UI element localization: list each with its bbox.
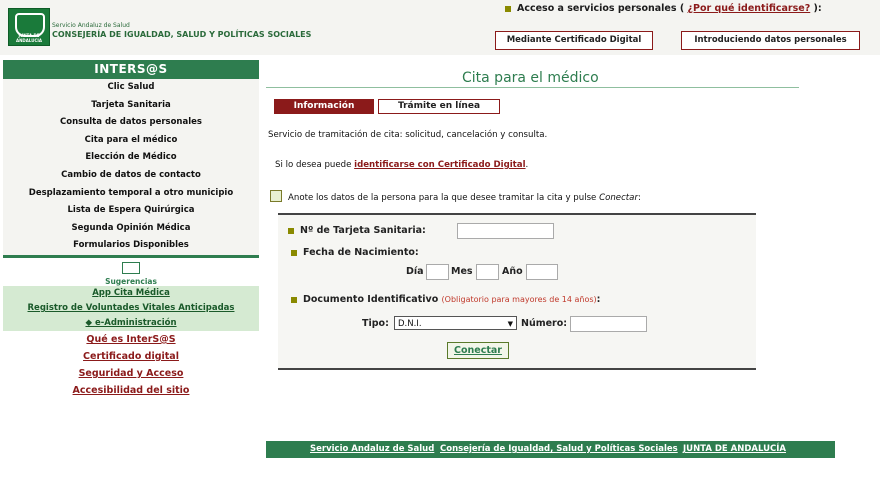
org-line2: CONSEJERÍA DE IGUALDAD, SALUD Y POLÍTICAS SOCIALES bbox=[52, 30, 312, 39]
why-identify-link[interactable]: ¿Por qué identificarse? bbox=[687, 3, 811, 14]
tipo-label: Tipo: bbox=[362, 318, 389, 329]
footer bbox=[266, 441, 835, 458]
footer-link-junta[interactable]: JUNTA DE ANDALUCÍA bbox=[683, 444, 786, 454]
suggestions-link[interactable] bbox=[3, 258, 259, 286]
access-text: Acceso a servicios personales ( ¿Por qué identificarse? ): bbox=[505, 3, 822, 14]
app-cita-link[interactable]: App Cita Médica bbox=[3, 286, 259, 301]
month-label: Mes bbox=[451, 266, 473, 277]
footer-link-sas[interactable]: Servicio Andaluz de Salud bbox=[310, 444, 435, 454]
card-number-label: Nº de Tarjeta Sanitaria: bbox=[288, 225, 426, 236]
sidebar bbox=[3, 60, 259, 399]
sidebar-item-tarjeta[interactable]: Tarjeta Sanitaria bbox=[3, 97, 259, 115]
identify-cert-link[interactable]: identificarse con Certificado Digital bbox=[354, 160, 526, 170]
sidebar-item-clic-salud[interactable]: Clic Salud bbox=[3, 79, 259, 97]
voluntades-link[interactable]: Registro de Voluntades Vitales Anticipadas bbox=[3, 301, 259, 316]
title-divider bbox=[266, 87, 799, 88]
day-label: Día bbox=[406, 266, 424, 277]
month-input[interactable] bbox=[476, 264, 499, 280]
org-line1: Servicio Andaluz de Salud bbox=[52, 22, 130, 29]
que-es-intersas-link[interactable]: Qué es InterS@S bbox=[3, 331, 259, 348]
sidebar-item-cambio[interactable]: Cambio de datos de contacto bbox=[3, 167, 259, 185]
birth-date-label: Fecha de Nacimiento: bbox=[291, 247, 419, 258]
sidebar-item-desplazamiento[interactable]: Desplazamiento temporal a otro municipio bbox=[3, 185, 259, 203]
cert-digital-button[interactable]: Mediante Certificado Digital bbox=[495, 31, 653, 50]
personal-data-button[interactable]: Introduciendo datos personales bbox=[681, 31, 860, 50]
card-number-input[interactable] bbox=[457, 223, 554, 239]
junta-logo[interactable] bbox=[8, 8, 50, 46]
header-bar bbox=[0, 0, 880, 55]
bullet-icon bbox=[291, 250, 297, 256]
envelope-icon bbox=[122, 262, 140, 274]
bullet-icon bbox=[291, 297, 297, 303]
day-input[interactable] bbox=[426, 264, 449, 280]
bullet-icon bbox=[505, 6, 511, 12]
connect-button[interactable]: Conectar bbox=[447, 342, 509, 359]
tab-tramite[interactable]: Trámite en línea bbox=[378, 99, 500, 114]
tab-informacion[interactable]: Información bbox=[274, 99, 374, 114]
document-number-input[interactable] bbox=[570, 316, 647, 332]
accesibilidad-link[interactable]: Accesibilidad del sitio bbox=[3, 382, 259, 399]
sidebar-title: INTERS@S bbox=[3, 60, 259, 79]
suggestions-label: Sugerencias bbox=[105, 276, 157, 286]
sidebar-item-eleccion[interactable]: Elección de Médico bbox=[3, 149, 259, 167]
sidebar-item-formularios[interactable]: Formularios Disponibles bbox=[3, 237, 259, 255]
appointment-form bbox=[278, 213, 756, 370]
sidebar-item-segunda-opinion[interactable]: Segunda Opinión Médica bbox=[3, 220, 259, 238]
dropdown-arrow-icon: ▼ bbox=[507, 320, 513, 328]
service-description: Servicio de tramitación de cita: solicitud, cancelación y consulta. bbox=[268, 130, 548, 140]
instructions-text: Anote los datos de la persona para la que desee tramitar la cita y pulse Conectar: bbox=[288, 193, 641, 203]
numero-label: Número: bbox=[521, 318, 568, 329]
document-type-select[interactable]: D.N.I. ▼ bbox=[394, 316, 517, 330]
document-label: Documento Identificativo (Obligatorio para mayores de 14 años): bbox=[291, 294, 600, 305]
logo-text: JUNTA DE ANDALUCIA bbox=[15, 33, 43, 43]
seguridad-link[interactable]: Seguridad y Acceso bbox=[3, 365, 259, 382]
identify-text: Si lo desea puede identificarse con Certificado Digital. bbox=[275, 160, 529, 170]
certificado-link[interactable]: Certificado digital bbox=[3, 348, 259, 365]
bullet-icon bbox=[288, 228, 294, 234]
page-title: Cita para el médico bbox=[462, 70, 599, 86]
sidebar-item-cita[interactable]: Cita para el médico bbox=[3, 132, 259, 150]
sidebar-item-consulta[interactable]: Consulta de datos personales bbox=[3, 114, 259, 132]
year-label: Año bbox=[502, 266, 523, 277]
edit-note-icon bbox=[270, 190, 282, 202]
year-input[interactable] bbox=[526, 264, 558, 280]
document-note: (Obligatorio para mayores de 14 años) bbox=[441, 295, 597, 304]
sidebar-item-lista-espera[interactable]: Lista de Espera Quirúrgica bbox=[3, 202, 259, 220]
footer-link-consejeria[interactable]: Consejería de Igualdad, Salud y Políticas Sociales bbox=[440, 444, 678, 454]
e-administracion-link[interactable]: ◆ e-Administración bbox=[3, 316, 259, 331]
